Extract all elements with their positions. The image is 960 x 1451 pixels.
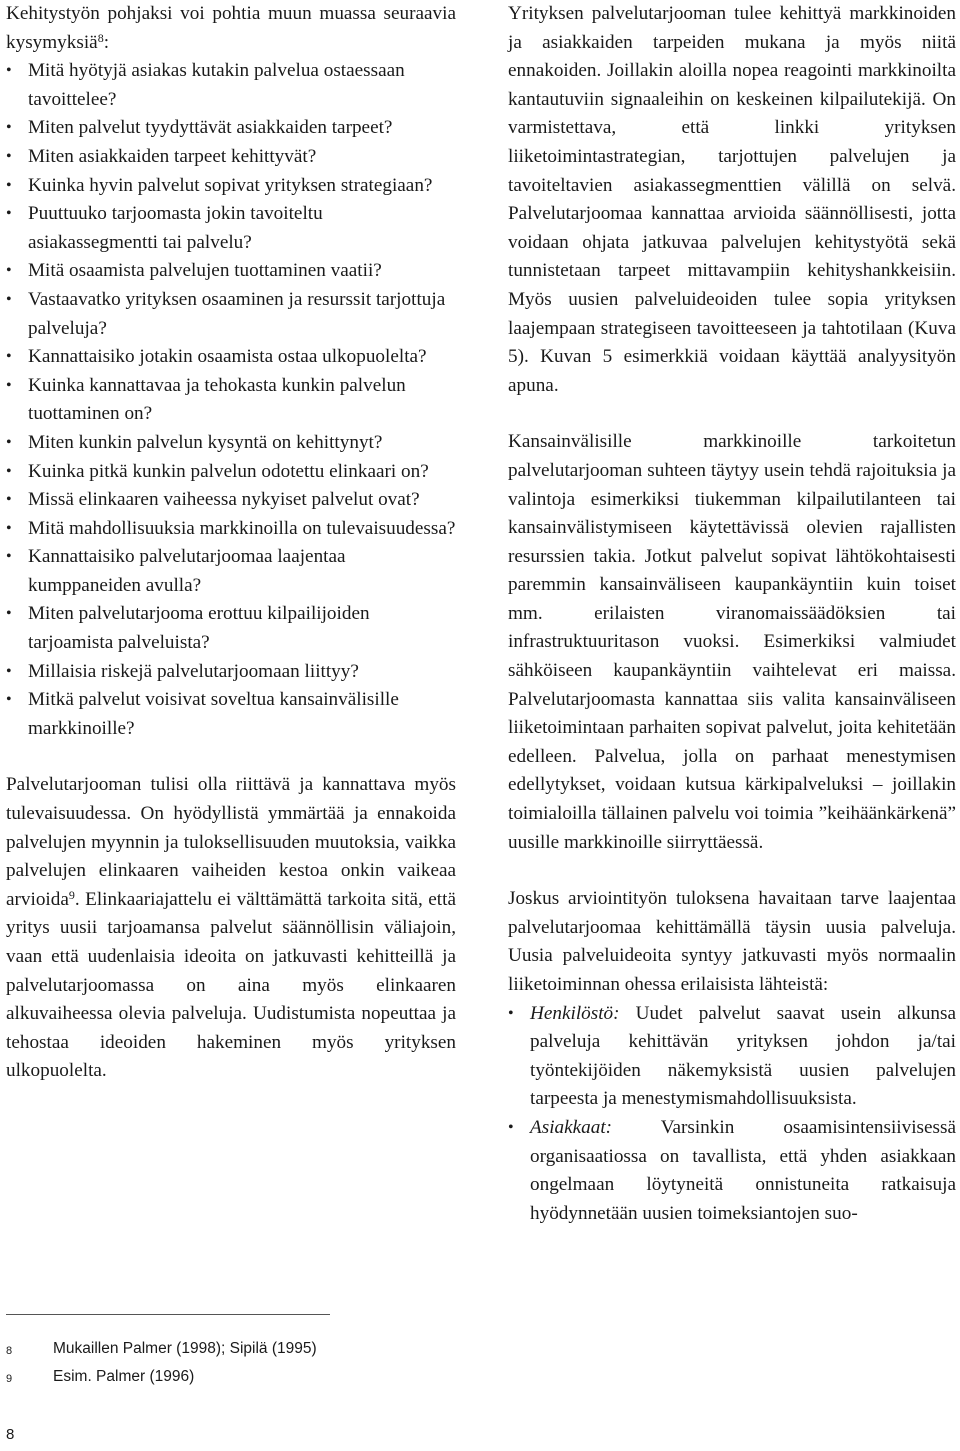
list-item: • Kannattaisiko palvelutarjoomaa laajentaa kumppaneiden avulla? bbox=[6, 543, 456, 600]
idea-sources-list bbox=[508, 1000, 956, 1229]
list-item: • Missä elinkaaren vaiheessa nykyiset palvelut ovat? bbox=[6, 486, 456, 515]
list-item: • Mitä mahdollisuuksia markkinoilla on tulevaisuudessa? bbox=[6, 515, 456, 544]
source-term: Henkilöstö: bbox=[530, 1002, 620, 1024]
list-item: • Millaisia riskejä palvelutarjoomaan liittyy? bbox=[6, 658, 456, 687]
list-item: • Kannattaisiko jotakin osaamista ostaa ulkopuolelta? bbox=[6, 343, 456, 372]
footnote bbox=[6, 1336, 456, 1364]
lifecycle-paragraph: Palvelutarjooman tulisi olla riittävä ja kannattava myös tulevaisuudessa. On hyödyllistä ymmärtää ja ennakoida palvelujen myynnin ja tuloksellisuuden muutoksia, vaikka palvelujen elinkaaren vaiheiden kestoa onkin vaikeaa arvioida$^9$. Elinkaariajattelu ei välttämättä tarkoita sitä, että yritys uusii tarjoamansa palvelut säännöllisin väliajoin, vaan että uudenlaisia ideoita on jatkuvasti kehitteillä ja palvelutarjoomassa on aina myös elinkaaren alkuvaiheessa olevia palveluja. Uudistumista nopeuttaa ja tehostaa ideoiden hakeminen myös yrityksen ulkopuolelta. bbox=[6, 774, 456, 1082]
list-item: • Mitä hyötyjä asiakas kutakin palvelua ostaessaan tavoittelee? bbox=[6, 57, 456, 114]
footnote-ref-8: 8 bbox=[97, 30, 104, 45]
list-item: • Miten asiakkaiden tarpeet kehittyvät? bbox=[6, 143, 456, 172]
footnotes bbox=[6, 1336, 456, 1392]
left-column bbox=[6, 0, 456, 1086]
list-item: • Mitkä palvelut voisivat soveltua kansainvälisille markkinoille? bbox=[6, 686, 456, 743]
page-number: 8 bbox=[6, 1426, 15, 1443]
international-paragraph: Kansainvälisille markkinoille tarkoitetun palvelutarjooman suhteen täytyy usein tehdä rajoituksia ja valintoja esimerkiksi tiukemman kilpailutilanteen tai kansainvälistymiseen käytettävissä olevien rajallisten resurssien takia. Jotkut palvelut sopivat lähtökohtaisesti paremmin kansainväliseen kaupankäyntiin kuin toiset mm. erilaisten viranomaissäädöksien tai infrastruktuuritason vuoksi. Esimerkiksi valmiudet sähköiseen kaupankäyntiin vaihtelevat eri maissa. Palvelutarjoomasta kannattaa siis valita kansainväliseen liiketoimintaan parhaiten sopivat palvelut, joita kehitetään edelleen. Palvelua, jolla on parhaat menestymisen edellytykset, voidaan kutsua kärkipalveluksi – joillakin toimialoilla tällainen palvelu voi toimia ”keihäänkärkenä” uusille markkinoille siirryttäessä. bbox=[508, 431, 956, 853]
footnote-number: 8 bbox=[6, 1345, 13, 1357]
footnote-ref-9: 9 bbox=[68, 887, 75, 902]
source-term: Asiakkaat: bbox=[530, 1116, 613, 1138]
footnote bbox=[6, 1364, 456, 1392]
questions-intro: Kehitystyön pohjaksi voi pohtia muun muassa seuraavia kysymyksiä$^8$: bbox=[6, 3, 456, 53]
offering-paragraph: Yrityksen palvelutarjooman tulee kehittyä markkinoiden ja asiakkaiden tarpeiden mukana ja myös niitä ennakoiden. Joillakin aloilla nopea reagointi markkinoilta kantautuviin signaaleihin on keskeinen kilpailutekijä. On varmistettava, että linkki yrityksen liiketoimintastrategian, tarjottujen palvelujen ja tavoiteltavien asiakassegmenttien välillä on selvä. Palvelutarjoomaa kannattaa arvioida säännöllisesti, jotta voidaan ohjata jatkuvaa palvelujen kehitystyötä sekä tunnistetaan tarpeet mittavampiin kehityshankkeisiin. Myös uusien palveluideoiden tulee sopia yrityksen laajempaan strategiseen tavoitteeseen ja tahtotilaan (Kuva 5). Kuvan 5 esimerkkiä voidaan käyttää analyysityön apuna. bbox=[508, 3, 956, 396]
list-item: • Kuinka pitkä kunkin palvelun odotettu elinkaari on? bbox=[6, 458, 456, 487]
footnote-divider bbox=[6, 1314, 330, 1315]
list-item: • Mitä osaamista palvelujen tuottaminen vaatii? bbox=[6, 257, 456, 286]
list-item: • Vastaavatko yrityksen osaaminen ja resurssit tarjottuja palveluja? bbox=[6, 286, 456, 343]
list-item: • Kuinka kannattavaa ja tehokasta kunkin palvelun tuottaminen on? bbox=[6, 372, 456, 429]
questions-list bbox=[6, 57, 456, 743]
right-column bbox=[508, 0, 956, 1228]
list-item: • Puuttuuko tarjoomasta jokin tavoiteltu asiakassegmentti tai palvelu? bbox=[6, 200, 456, 257]
footnote-number: 9 bbox=[6, 1373, 13, 1385]
list-item: • Miten palvelutarjooma erottuu kilpailijoiden tarjoamista palveluista? bbox=[6, 600, 456, 657]
list-item: • Miten palvelut tyydyttävät asiakkaiden tarpeet? bbox=[6, 114, 456, 143]
new-services-paragraph: Joskus arviointityön tuloksena havaitaan tarve laajentaa palvelutarjoomaa kehittämällä täysin uusia palveluja. Uusia palveluideoita syntyy jatkuvasti myös normaalin liiketoiminnan ohessa erilaisista lähteistä: bbox=[508, 888, 956, 995]
footnote-text: Esim. Palmer (1996) bbox=[53, 1368, 195, 1385]
list-item: • Henkilöstö: Uudet palvelut saavat usein alkunsa palveluja kehittävän yrityksen johdon ja/tai työntekijöiden näkemyksistä uusien palvelujen tarpeesta ja menestymismahdollisuuksista. bbox=[508, 1000, 956, 1114]
list-item: • Asiakkaat: Varsinkin osaamisintensiivisessä organisaatiossa on tavallista, että yhden asiakkaan ongelmaan löytyneitä onnistuneita ratkaisuja hyödynnetään uusien toimeksiantojen suo- bbox=[508, 1114, 956, 1228]
list-item: • Miten kunkin palvelun kysyntä on kehittynyt? bbox=[6, 429, 456, 458]
list-item: • Kuinka hyvin palvelut sopivat yrityksen strategiaan? bbox=[6, 172, 456, 201]
footnote-text: Mukaillen Palmer (1998); Sipilä (1995) bbox=[53, 1340, 317, 1357]
